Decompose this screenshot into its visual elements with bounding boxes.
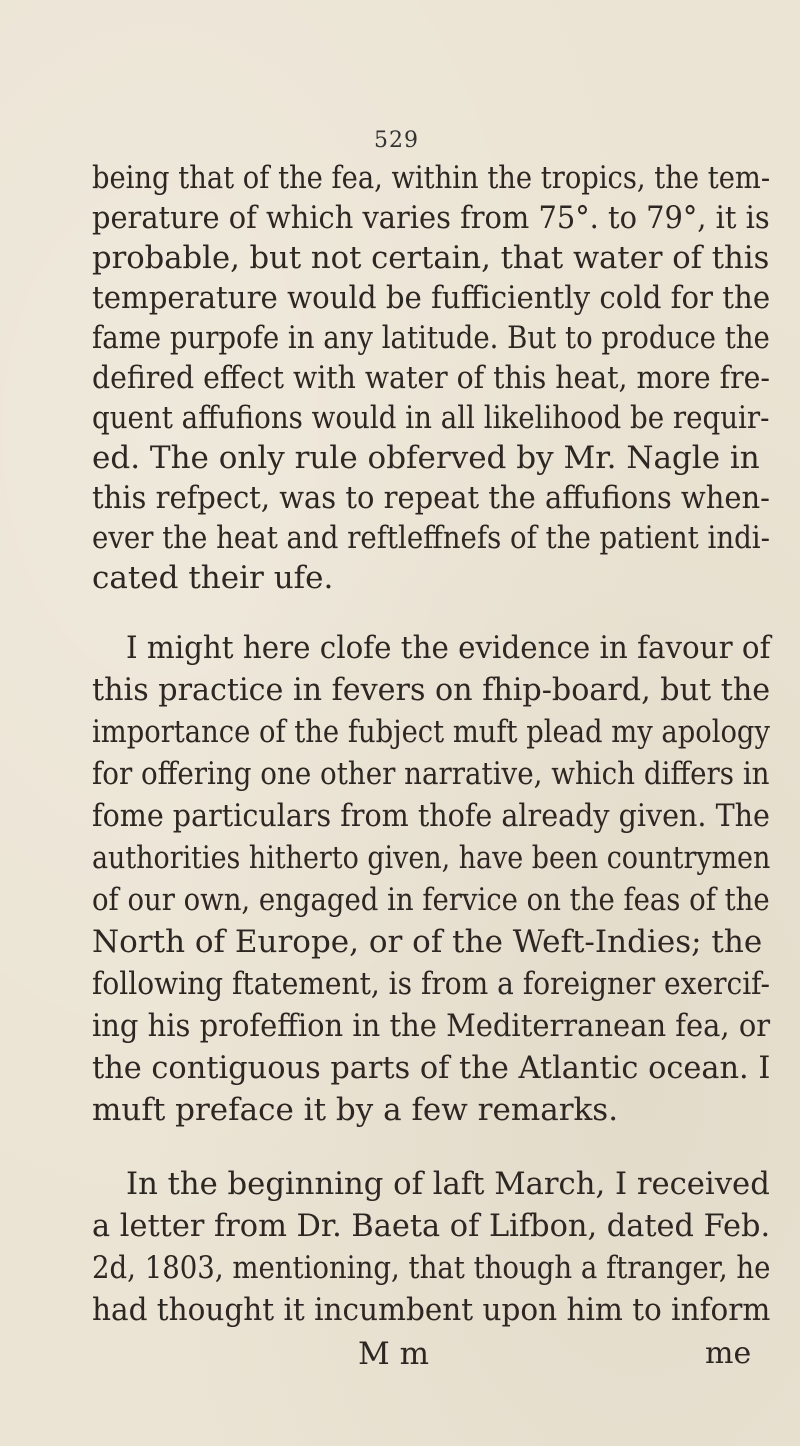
text-line: North of Europe, or of the Weft-Indies; the [92, 924, 763, 960]
text-line: fome particulars from thofe already given. The [92, 798, 770, 834]
text-line: authorities hitherto given, have been countrymen [92, 840, 771, 876]
signature-mark: M m [358, 1336, 429, 1372]
text-line: muft preface it by a few remarks. [92, 1092, 619, 1128]
text-line: this practice in fevers on fhip-board, but the [92, 672, 771, 708]
text-line: of our own, engaged in fervice on the feas of the [92, 882, 770, 918]
text-line: the contiguous parts of the Atlantic ocean. I [92, 1050, 771, 1086]
text-line: quent affufions would in all likelihood be requir- [92, 400, 770, 436]
text-line: perature of which varies from 75°. to 79°, it is [92, 200, 770, 236]
text-line: a letter from Dr. Baeta of Lifbon, dated Feb. [92, 1208, 771, 1244]
text-line: importance of the fubject muft plead my apology [92, 714, 770, 750]
text-line: I might here clofe the evidence in favour of [126, 630, 771, 666]
text-line: In the beginning of laft March, I received [126, 1166, 770, 1202]
text-line: had thought it incumbent upon him to inform [92, 1292, 771, 1328]
text-line: 2d, 1803, mentioning, that though a ftranger, he [92, 1250, 771, 1286]
text-line: cated their ufe. [92, 560, 334, 596]
text-line: ed. The only rule obferved by Mr. Nagle in [92, 440, 760, 476]
text-line: probable, but not certain, that water of this [92, 240, 770, 276]
text-line: for offering one other narrative, which differs in [92, 756, 770, 792]
page-number: 529 [374, 128, 419, 153]
text-line: ing his profeffion in the Mediterranean fea, or [92, 1008, 771, 1044]
text-line: temperature would be fufficiently cold for the [92, 280, 771, 316]
text-line: fame purpofe in any latitude. But to produce the [92, 320, 770, 356]
catchword: me [705, 1336, 752, 1371]
text-line: ever the heat and reftleffnefs of the patient indi- [92, 520, 770, 556]
text-line: this refpect, was to repeat the affufions when- [92, 480, 770, 516]
text-line: defired effect with water of this heat, more fre- [92, 360, 770, 396]
text-line: following ftatement, is from a foreigner exercif- [92, 966, 771, 1002]
text-line: being that of the fea, within the tropics, the tem- [92, 160, 771, 196]
